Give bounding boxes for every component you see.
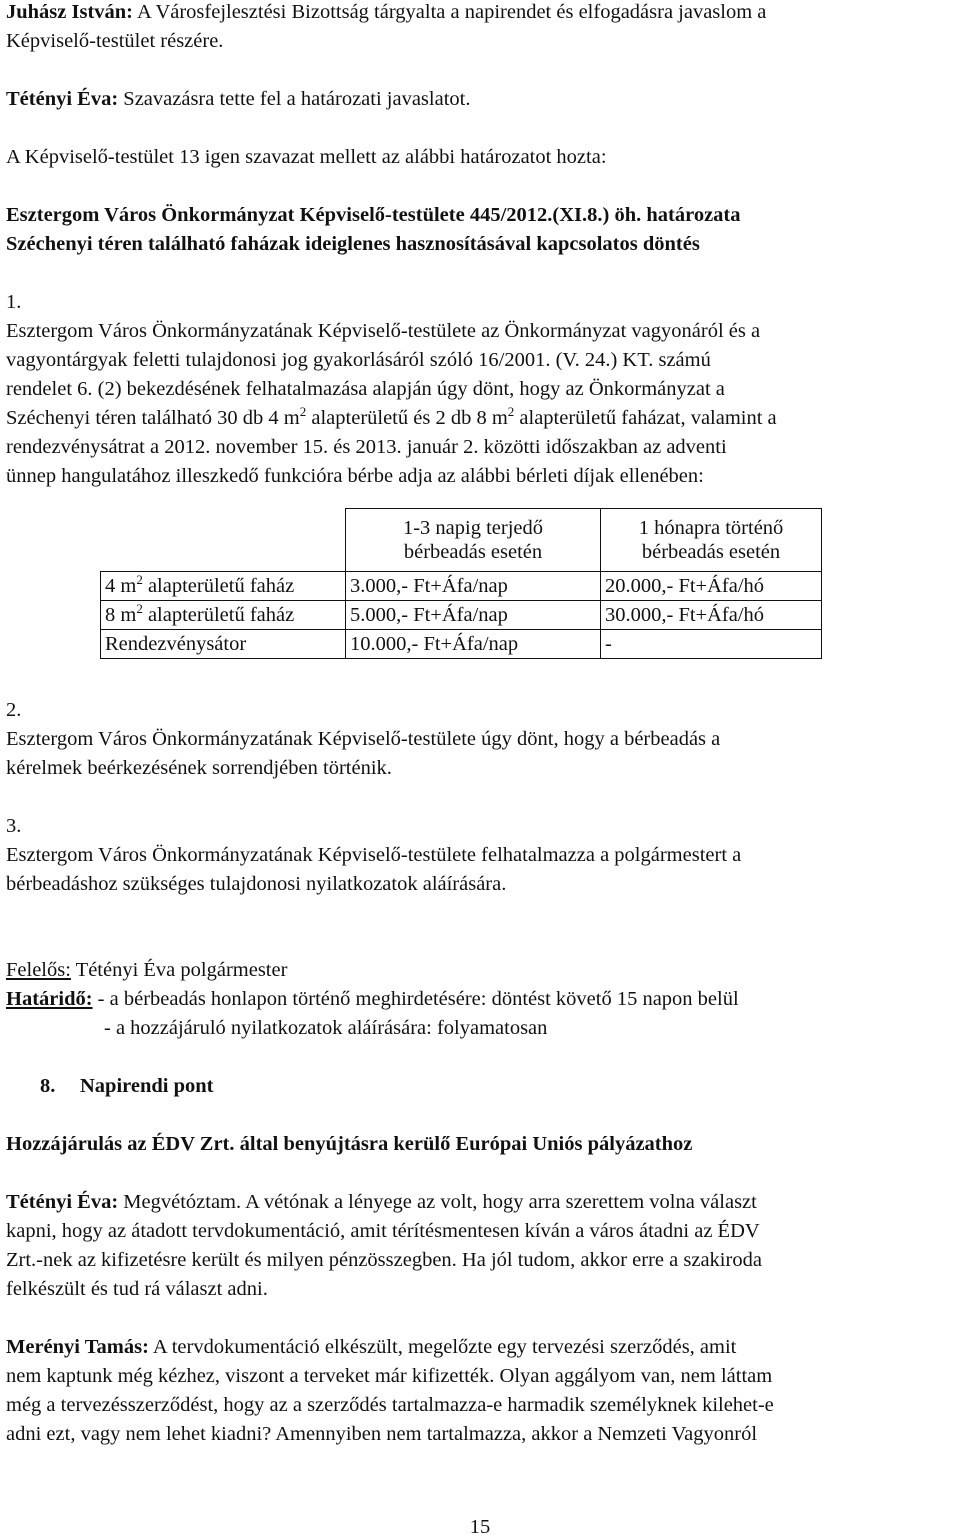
paragraph-tetenyi-line: Tétényi Éva: Megvétóztam. A vétónak a lényege az volt, hogy arra szerettem volna választ [6, 1191, 757, 1213]
deadline: Határidő: - a bérbeadás honlapon történő meghirdetésére: döntést követő 15 napon belül [6, 988, 739, 1010]
resolution-subtitle: Széchenyi téren található faházak ideiglenes hasznosításával kapcsolatos döntés [6, 233, 700, 255]
point1-line: Esztergom Város Önkormányzatának Képviselő-testülete az Önkormányzat vagyonáról és a [6, 320, 761, 342]
deadline-label: Határidő: [6, 988, 93, 1010]
agenda-topic: Hozzájárulás az ÉDV Zrt. által benyújtásra kerülő Európai Uniós pályázathoz [6, 1133, 693, 1155]
speaker-name: Tétényi Éva: [6, 1191, 119, 1213]
table-cell: 30.000,- Ft+Áfa/hó [601, 601, 822, 630]
table-cell: 20.000,- Ft+Áfa/hó [601, 572, 822, 601]
point1-line: rendezvénysátrat a 2012. november 15. és 2013. január 2. közötti időszakban az adventi [6, 436, 727, 458]
table-cell: - [601, 630, 822, 659]
speaker-name: Juhász István: [6, 1, 134, 23]
table-header-row [101, 509, 822, 572]
point1-line: vagyontárgyak feletti tulajdonosi jog gyakorlásáról szóló 16/2001. (V. 24.) KT. számú [6, 349, 711, 371]
agenda-item-number: 8. [40, 1075, 56, 1097]
resolution-title: Esztergom Város Önkormányzat Képviselő-testülete 445/2012.(XI.8.) öh. határozata [6, 204, 741, 226]
point2-line: Esztergom Város Önkormányzatának Képviselő-testülete úgy dönt, hogy a bérbeadás a [6, 728, 721, 750]
table-row [101, 572, 822, 601]
point1-line: ünnep hangulatához illeszkedő funkcióra bérbe adja az alábbi bérleti díjak ellenében: [6, 465, 704, 487]
table-cell: 10.000,- Ft+Áfa/nap [346, 630, 601, 659]
point-number: 2. [6, 699, 22, 721]
table-cell: 3.000,- Ft+Áfa/nap [346, 572, 601, 601]
paragraph-merenyi-line: adni ezt, vagy nem lehet kiadni? Amennyiben nem tartalmazza, akkor a Nemzeti Vagyonról [6, 1423, 758, 1445]
point-number: 1. [6, 291, 22, 313]
rental-fee-table [100, 508, 822, 659]
table-cell: 8 $m^2$ alapterületű faház [101, 601, 346, 630]
point1-line: Széchenyi téren található 30 db 4 $m^2$ alapterületű és 2 db 8 $m^2$ alapterületű faházat, valamint a [6, 404, 777, 429]
speaker-name: Tétényi Éva: [6, 88, 119, 110]
table-cell: Rendezvénysátor [101, 630, 346, 659]
agenda-item-label: Napirendi pont [80, 1075, 214, 1097]
table-row [101, 630, 822, 659]
table-header-cell: 1 hónapra történő bérbeadás esetén [601, 509, 822, 572]
table-cell: 4 $m^2$ alapterületű faház [101, 572, 346, 601]
paragraph-tetenyi-line: kapni, hogy az átadott tervdokumentáció, amit térítésmentesen kíván a város átadni az ÉDV [6, 1220, 760, 1242]
speaker-name: Merényi Tamás: [6, 1336, 149, 1358]
table-row [101, 601, 822, 630]
table-cell: 5.000,- Ft+Áfa/nap [346, 601, 601, 630]
table-header-cell [101, 509, 346, 572]
point-number: 3. [6, 815, 22, 837]
paragraph-tetenyi-line: Zrt.-nek az kifizetésre került és milyen pénzösszegben. Ha jól tudom, akkor erre a szakiroda [6, 1249, 762, 1271]
page-number: 15 [469, 1516, 491, 1538]
paragraph-merenyi-line: még a tervezésszerződést, hogy az a szerződés tartalmazza-e harmadik személyknek kilehet-e [6, 1394, 774, 1416]
paragraph-merenyi-line: nem kaptunk még kézhez, viszont a terveket már kifizették. Olyan aggályom van, nem láttam [6, 1365, 773, 1387]
deadline-second-line: - a hozzájáruló nyilatkozatok aláírására: folyamatosan [104, 1017, 548, 1039]
table-header-cell: 1-3 napig terjedő bérbeadás esetén [346, 509, 601, 572]
point3-line: bérbeadáshoz szükséges tulajdonosi nyilatkozatok aláírására. [6, 873, 507, 895]
paragraph-tetenyi-vote: Tétényi Éva: Szavazásra tette fel a határozati javaslatot. [6, 88, 471, 110]
responsible-label: Felelős: [6, 959, 71, 981]
point1-line: rendelet 6. (2) bekezdésének felhatalmazása alapján úgy dönt, hogy az Önkormányzat a [6, 378, 725, 400]
point2-line: kérelmek beérkezésének sorrendjében történik. [6, 757, 392, 779]
vote-result: A Képviselő-testület 13 igen szavazat mellett az alábbi határozatot hozta: [6, 146, 607, 168]
paragraph-juhasz-line1: Juhász István: A Városfejlesztési Bizottság tárgyalta a napirendet és elfogadásra javaslom a [6, 1, 767, 23]
paragraph-tetenyi-line: felkészült és tud rá választ adni. [6, 1278, 268, 1300]
paragraph-juhasz-line2: Képviselő-testület részére. [6, 30, 224, 52]
paragraph-merenyi-line: Merényi Tamás: A tervdokumentáció elkészült, megelőzte egy tervezési szerződés, amit [6, 1336, 737, 1358]
point3-line: Esztergom Város Önkormányzatának Képviselő-testülete felhatalmazza a polgármestert a [6, 844, 742, 866]
responsible-person: Felelős: Tétényi Éva polgármester [6, 959, 288, 981]
